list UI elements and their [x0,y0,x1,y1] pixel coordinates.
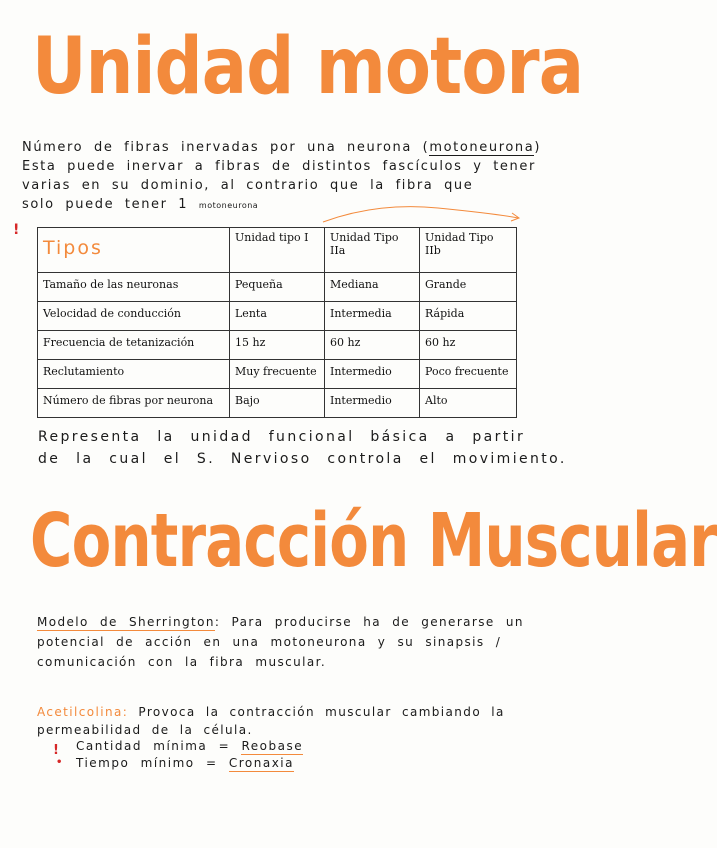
table-row [38,331,517,360]
curved-arrow-icon [318,200,528,230]
table-cell: Lenta [230,302,325,331]
exclamation-icon: ! [13,222,20,238]
intro-line-4-text: solo puede tener 1 [22,197,189,212]
acet-label: Acetilcolina [37,705,123,719]
modelo-line-2: potencial de acción en una motoneurona y su sinapsis / [37,635,502,649]
table-cell: Frecuencia de tetanización [38,331,230,360]
acet-sep: : [122,705,129,719]
table-cell: Alto [420,389,517,418]
header-tipo-iib: Unidad Tipo IIb [420,228,517,273]
header-tipo-i: Unidad tipo I [230,228,325,273]
acet-line-2: permeabilidad de la célula. [37,723,253,737]
table-cell: Intermedio [325,389,420,418]
intro-line-4-small: motoneurona [198,201,259,210]
tipos-label: Tipos [43,237,103,259]
table-cell: 15 hz [230,331,325,360]
table-cell: Grande [420,273,517,302]
table-cell: Número de fibras por neurona [38,389,230,418]
exclamation-icon: ! [53,743,59,758]
acetilcolina-paragraph [37,703,597,739]
modelo-label: Modelo de Sherrington [37,615,215,629]
modelo-line-1 [37,612,597,632]
acet-line-1-text: Provoca la contracción muscular cambiando la [138,705,505,719]
table-cell: Bajo [230,389,325,418]
motoneurona-underlined: motoneurona [429,140,535,155]
modelo-sherrington-paragraph [37,612,597,672]
table-cell: 60 hz [420,331,517,360]
table-cell: Mediana [325,273,420,302]
intro-line-3: varias en su dominio, al contrario que la fibra que [22,178,474,193]
acet-line-1 [37,703,597,721]
table-row [38,360,517,389]
title-contraccion-muscular: Contracción Muscular [30,498,717,584]
table-cell: 60 hz [325,331,420,360]
bullet-tiempo-text: Tiempo mínimo = [76,756,218,770]
intro-line-1-text: Número de fibras inervadas por una neurona ( [22,140,430,155]
table-cell: Tamaño de las neuronas [38,273,230,302]
cronaxia-term: Cronaxia [228,756,294,770]
header-tipo-iia: Unidad Tipo IIa [325,228,420,273]
table-cell: Intermedia [325,302,420,331]
table-row [38,389,517,418]
intro-line-1 [22,138,592,157]
table-cell: Poco frecuente [420,360,517,389]
modelo-sep: : [214,615,221,629]
modelo-line-1-text: Para producirse ha de generarse un [231,615,524,629]
bullet-cantidad [76,738,303,755]
acet-bullets [76,738,303,772]
bullet-tiempo [76,755,303,772]
title-unidad-motora: Unidad motora [32,22,584,112]
header-tipos [38,228,230,273]
represent-line-1: Representa la unidad funcional básica a partir [38,429,526,445]
modelo-line-3: comunicación con la fibra muscular. [37,655,327,669]
table-cell: Reclutamiento [38,360,230,389]
reobase-term: Reobase [241,739,304,753]
represent-line-2: de la cual el S. Nervioso controla el movimiento. [38,451,567,467]
table-cell: Muy frecuente [230,360,325,389]
fiber-types-table [37,227,517,418]
table-header-row [38,228,517,273]
bullet-dot-icon: • [56,757,63,768]
table-cell: Velocidad de conducción [38,302,230,331]
table-row [38,273,517,302]
table-cell: Rápida [420,302,517,331]
table-cell: Pequeña [230,273,325,302]
intro-line-2: Esta puede inervar a fibras de distintos fascículos y tener [22,159,536,174]
table-row [38,302,517,331]
represent-paragraph [38,426,578,470]
table-cell: Intermedio [325,360,420,389]
intro-line-1-close: ) [534,140,541,155]
bullet-cantidad-text: Cantidad mínima = [76,739,231,753]
